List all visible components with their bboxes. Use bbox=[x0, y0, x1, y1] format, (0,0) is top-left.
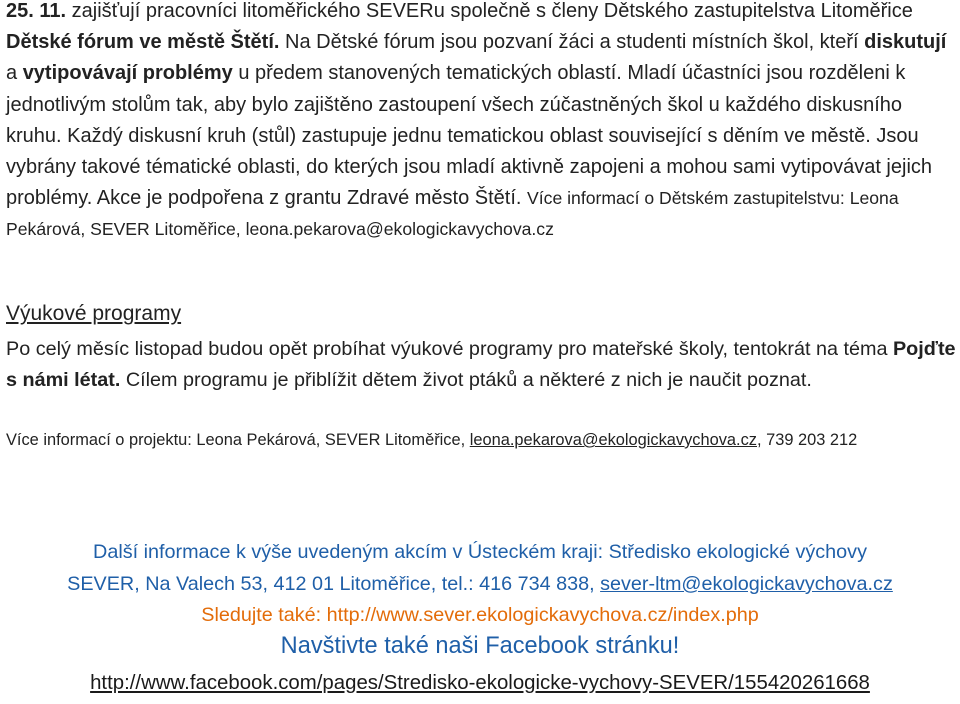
programs-paragraph bbox=[6, 334, 958, 396]
facebook-link[interactable]: http://www.facebook.com/pages/Stredisko-ekologicke-vychovy-SEVER/155420261668 bbox=[90, 672, 870, 694]
event-text-4: u předem stanovených tematických oblastí. Mladí účastníci jsou rozděleni k jednotlivým stolům tak, aby bylo zajištěno zastoupení všech zúčastněných škol u každého diskusního kruhu. Každý diskusní kruh (stůl) zastupuje jednu tematickou oblast související s děním ve městě. Jsou vybrány takové tématické oblasti, do kterých jsou mladí aktivně zapojeni a mohou sami vytipovávat jejich problémy. Akce je podpořena z grantu Zdravé město Štětí. bbox=[6, 62, 933, 210]
footer-email-link[interactable]: sever-ltm@ekologickavychova.cz bbox=[600, 573, 893, 595]
programs-text-1: Po celý měsíc listopad budou opět probíhat výukové programy pro mateřské školy, tentokrát na téma bbox=[6, 338, 888, 360]
programs-text-2: Cílem programu je přiblížit dětem život ptáků a některé z nich je naučit poznat. bbox=[125, 369, 812, 391]
programs-contact-suffix: , 739 203 212 bbox=[756, 431, 858, 449]
event-title: Dětské fórum ve městě Štětí. bbox=[6, 31, 280, 54]
footer-line-website[interactable]: Sledujte také: http://www.sever.ekologickavychova.cz/index.php bbox=[201, 604, 759, 626]
footer-line-address bbox=[0, 573, 960, 596]
programs-contact-email-link[interactable]: leona.pekarova@ekologickavychova.cz bbox=[469, 431, 757, 449]
footer-line-facebook-invite: Navštivte také naši Facebook stránku! bbox=[280, 633, 680, 659]
event-date: 25. 11. bbox=[6, 0, 67, 22]
event-contact: Více informací o Dětském zastupitelstvu: Leona Pekárová, SEVER Litoměřice, leona.pekarova@ekologickavychova.cz bbox=[6, 188, 899, 240]
event-text-3: a bbox=[6, 62, 18, 85]
programs-contact bbox=[6, 428, 956, 453]
footer-address-text: SEVER, Na Valech 53, 412 01 Litoměřice, tel.: 416 734 838, bbox=[67, 573, 595, 595]
event-paragraph bbox=[6, 0, 956, 246]
event-keyword-problems: vytipovávají problémy bbox=[22, 62, 233, 85]
event-keyword-discuss: diskutují bbox=[864, 31, 947, 54]
event-text-2: Na Dětské fórum jsou pozvaní žáci a studenti místních škol, kteří bbox=[285, 31, 859, 54]
programs-title: Pojďte s námi létat. bbox=[6, 338, 956, 391]
programs-contact-prefix: Více informací o projektu: Leona Pekárová, SEVER Litoměřice, bbox=[6, 431, 466, 449]
footer-line-facebook-url bbox=[0, 672, 960, 695]
event-text-1: zajišťují pracovníci litoměřického SEVERu společně s členy Dětského zastupitelstva Litoměřice bbox=[71, 0, 913, 22]
footer-line-info: Další informace k výše uvedeným akcím v Ústeckém kraji: Středisko ekologické výchovy bbox=[93, 541, 867, 563]
section-heading: Výukové programy bbox=[6, 302, 182, 325]
